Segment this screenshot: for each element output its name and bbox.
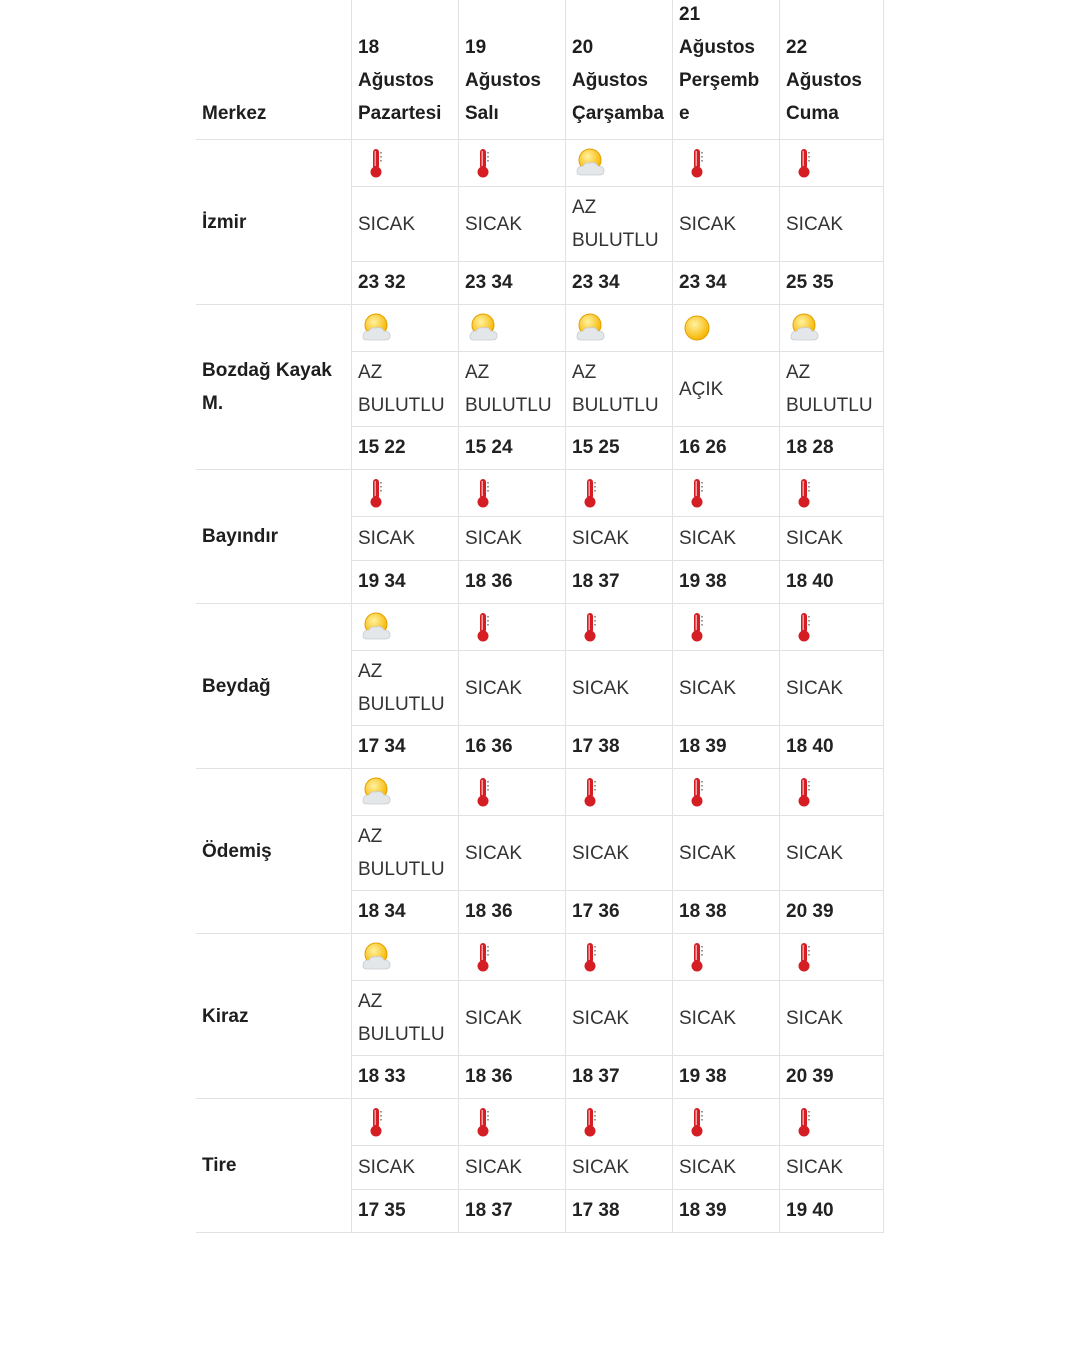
temperature-cell: 18 33 <box>352 1056 459 1099</box>
condition-row <box>352 352 884 427</box>
thermometer-icon <box>679 774 715 810</box>
icon-row <box>352 470 884 517</box>
icon-cell <box>780 140 884 187</box>
icon-cell <box>352 140 459 187</box>
temperature-cell: 15 24 <box>459 427 566 470</box>
thermometer-icon <box>465 1104 501 1140</box>
icon-row <box>352 305 884 352</box>
condition-cell: AZ BULUTLU <box>566 352 673 427</box>
partly-cloudy-icon <box>572 310 608 346</box>
temperature-cell: 23 34 <box>459 262 566 305</box>
day-num: 20 <box>572 37 594 58</box>
temperature-cell: 18 39 <box>673 726 780 769</box>
thermometer-icon <box>679 145 715 181</box>
city-row <box>196 305 884 470</box>
condition-cell: SICAK <box>459 187 566 262</box>
temperature-cell: 18 28 <box>780 427 884 470</box>
condition-cell: SICAK <box>673 187 780 262</box>
icon-row <box>352 604 884 651</box>
condition-cell: SICAK <box>673 981 780 1056</box>
day-month: Ağustos <box>679 37 755 58</box>
temperature-cell: 18 40 <box>780 561 884 604</box>
condition-cell: SICAK <box>459 1146 566 1190</box>
city-days <box>352 604 884 769</box>
thermometer-icon <box>465 475 501 511</box>
temperature-row <box>352 427 884 470</box>
temperature-cell: 18 37 <box>566 1056 673 1099</box>
icon-cell <box>673 305 780 352</box>
icon-row <box>352 934 884 981</box>
thermometer-icon <box>358 1104 394 1140</box>
icon-cell <box>673 604 780 651</box>
temperature-cell: 18 36 <box>459 1056 566 1099</box>
icon-row <box>352 140 884 187</box>
icon-cell <box>780 1099 884 1146</box>
condition-cell: SICAK <box>566 651 673 726</box>
temperature-cell: 15 22 <box>352 427 459 470</box>
temperature-cell: 18 38 <box>673 891 780 934</box>
condition-cell: SICAK <box>780 517 884 561</box>
thermometer-icon <box>679 475 715 511</box>
day-weekday: Salı <box>465 103 499 124</box>
condition-cell: SICAK <box>566 1146 673 1190</box>
city-row <box>196 604 884 769</box>
day-month: Ağustos <box>572 70 648 91</box>
temperature-cell: 18 40 <box>780 726 884 769</box>
condition-cell: SICAK <box>673 517 780 561</box>
icon-cell <box>459 140 566 187</box>
temperature-cell: 15 25 <box>566 427 673 470</box>
city-name: Bozdağ Kayak M. <box>196 305 352 470</box>
city-name: Ödemiş <box>196 769 352 934</box>
temperature-cell: 25 35 <box>780 262 884 305</box>
day-month: Ağustos <box>465 70 541 91</box>
icon-cell <box>459 1099 566 1146</box>
icon-cell <box>459 604 566 651</box>
condition-cell: SICAK <box>459 816 566 891</box>
temperature-row <box>352 891 884 934</box>
partly-cloudy-icon <box>786 310 822 346</box>
temperature-cell: 18 36 <box>459 891 566 934</box>
condition-cell: AZ BULUTLU <box>780 352 884 427</box>
icon-cell <box>673 470 780 517</box>
condition-row <box>352 1146 884 1190</box>
icon-cell <box>459 470 566 517</box>
temperature-cell: 19 38 <box>673 1056 780 1099</box>
icon-cell <box>566 1099 673 1146</box>
city-name: Bayındır <box>196 470 352 604</box>
thermometer-icon <box>786 939 822 975</box>
city-row <box>196 470 884 604</box>
condition-cell: SICAK <box>566 981 673 1056</box>
thermometer-icon <box>679 609 715 645</box>
condition-cell: SICAK <box>780 981 884 1056</box>
icon-cell <box>459 769 566 816</box>
thermometer-icon <box>465 774 501 810</box>
condition-row <box>352 981 884 1056</box>
condition-cell: SICAK <box>352 517 459 561</box>
city-name: Beydağ <box>196 604 352 769</box>
condition-row <box>352 816 884 891</box>
temperature-row <box>352 1190 884 1233</box>
day-month: Ağustos <box>358 70 434 91</box>
thermometer-icon <box>786 145 822 181</box>
thermometer-icon <box>465 609 501 645</box>
icon-row <box>352 1099 884 1146</box>
city-days <box>352 1099 884 1233</box>
temperature-row <box>352 1056 884 1099</box>
condition-cell: SICAK <box>673 1146 780 1190</box>
header-day <box>673 0 780 140</box>
temperature-cell: 17 38 <box>566 1190 673 1233</box>
temperature-cell: 20 39 <box>780 891 884 934</box>
condition-cell: AÇIK <box>673 352 780 427</box>
table-header <box>196 0 884 140</box>
city-list <box>196 140 884 1233</box>
icon-row <box>352 769 884 816</box>
condition-cell: SICAK <box>459 651 566 726</box>
condition-cell: SICAK <box>673 651 780 726</box>
city-days <box>352 934 884 1099</box>
thermometer-icon <box>786 774 822 810</box>
condition-cell: AZ BULUTLU <box>352 816 459 891</box>
header-label: Merkez <box>202 103 267 124</box>
day-weekday-wrap: e <box>679 103 690 124</box>
temperature-cell: 18 36 <box>459 561 566 604</box>
icon-cell <box>566 934 673 981</box>
condition-cell: AZ BULUTLU <box>459 352 566 427</box>
header-day <box>566 0 673 140</box>
icon-cell <box>566 140 673 187</box>
icon-cell <box>780 470 884 517</box>
condition-row <box>352 517 884 561</box>
condition-row <box>352 651 884 726</box>
day-weekday: Çarşamba <box>572 103 664 124</box>
temperature-cell: 23 32 <box>352 262 459 305</box>
thermometer-icon <box>465 939 501 975</box>
icon-cell <box>459 305 566 352</box>
thermometer-icon <box>358 145 394 181</box>
icon-cell <box>673 1099 780 1146</box>
partly-cloudy-icon <box>358 939 394 975</box>
icon-cell <box>673 769 780 816</box>
condition-cell: SICAK <box>459 517 566 561</box>
thermometer-icon <box>679 1104 715 1140</box>
city-name: Tire <box>196 1099 352 1233</box>
thermometer-icon <box>572 939 608 975</box>
temperature-cell: 18 37 <box>459 1190 566 1233</box>
icon-cell <box>352 470 459 517</box>
temperature-cell: 17 38 <box>566 726 673 769</box>
icon-cell <box>780 769 884 816</box>
temperature-cell: 17 34 <box>352 726 459 769</box>
condition-cell: SICAK <box>352 1146 459 1190</box>
thermometer-icon <box>786 475 822 511</box>
partly-cloudy-icon <box>465 310 501 346</box>
temperature-cell: 18 39 <box>673 1190 780 1233</box>
icon-cell <box>352 769 459 816</box>
city-days <box>352 305 884 470</box>
icon-cell <box>780 604 884 651</box>
temperature-cell: 19 40 <box>780 1190 884 1233</box>
icon-cell <box>459 934 566 981</box>
city-days <box>352 140 884 305</box>
icon-cell <box>673 140 780 187</box>
city-row <box>196 140 884 305</box>
icon-cell <box>352 305 459 352</box>
header-merkez <box>196 0 352 140</box>
city-name: İzmir <box>196 140 352 305</box>
temperature-cell: 19 34 <box>352 561 459 604</box>
header-day <box>459 0 566 140</box>
condition-cell: AZ BULUTLU <box>352 651 459 726</box>
icon-cell <box>566 470 673 517</box>
icon-cell <box>352 604 459 651</box>
condition-cell: SICAK <box>566 816 673 891</box>
thermometer-icon <box>786 609 822 645</box>
temperature-row <box>352 726 884 769</box>
icon-cell <box>566 769 673 816</box>
city-days <box>352 769 884 934</box>
thermometer-icon <box>358 475 394 511</box>
partly-cloudy-icon <box>572 145 608 181</box>
temperature-cell: 18 37 <box>566 561 673 604</box>
thermometer-icon <box>572 475 608 511</box>
temperature-cell: 20 39 <box>780 1056 884 1099</box>
temperature-cell: 17 35 <box>352 1190 459 1233</box>
condition-cell: SICAK <box>352 187 459 262</box>
thermometer-icon <box>786 1104 822 1140</box>
temperature-cell: 18 34 <box>352 891 459 934</box>
icon-cell <box>780 305 884 352</box>
day-num: 18 <box>358 37 380 58</box>
partly-cloudy-icon <box>358 774 394 810</box>
partly-cloudy-icon <box>358 609 394 645</box>
city-name: Kiraz <box>196 934 352 1099</box>
condition-cell: AZ BULUTLU <box>352 981 459 1056</box>
thermometer-icon <box>465 145 501 181</box>
icon-cell <box>352 1099 459 1146</box>
thermometer-icon <box>572 774 608 810</box>
icon-cell <box>780 934 884 981</box>
temperature-cell: 23 34 <box>673 262 780 305</box>
icon-cell <box>673 934 780 981</box>
icon-cell <box>352 934 459 981</box>
day-weekday: Pazartesi <box>358 103 442 124</box>
temperature-cell: 16 36 <box>459 726 566 769</box>
header-day <box>352 0 459 140</box>
city-days <box>352 470 884 604</box>
temperature-row <box>352 262 884 305</box>
thermometer-icon <box>572 1104 608 1140</box>
temperature-cell: 19 38 <box>673 561 780 604</box>
condition-cell: SICAK <box>780 1146 884 1190</box>
icon-cell <box>566 305 673 352</box>
condition-cell: SICAK <box>566 517 673 561</box>
condition-cell: SICAK <box>780 187 884 262</box>
temperature-cell: 17 36 <box>566 891 673 934</box>
temperature-cell: 23 34 <box>566 262 673 305</box>
day-month: Ağustos <box>786 70 862 91</box>
day-num: 19 <box>465 37 487 58</box>
condition-cell: SICAK <box>780 816 884 891</box>
city-row <box>196 769 884 934</box>
thermometer-icon <box>679 939 715 975</box>
partly-cloudy-icon <box>358 310 394 346</box>
thermometer-icon <box>572 609 608 645</box>
condition-row <box>352 187 884 262</box>
city-row <box>196 934 884 1099</box>
condition-cell: SICAK <box>673 816 780 891</box>
forecast-table <box>196 0 884 1233</box>
temperature-row <box>352 561 884 604</box>
header-day <box>780 0 884 140</box>
day-weekday: Cuma <box>786 103 839 124</box>
temperature-cell: 16 26 <box>673 427 780 470</box>
condition-cell: SICAK <box>780 651 884 726</box>
sun-icon <box>679 310 715 346</box>
day-num: 22 <box>786 37 808 58</box>
day-num: 21 <box>679 4 701 25</box>
condition-cell: AZ BULUTLU <box>566 187 673 262</box>
day-weekday: Perşemb <box>679 70 760 91</box>
condition-cell: AZ BULUTLU <box>352 352 459 427</box>
icon-cell <box>566 604 673 651</box>
city-row <box>196 1099 884 1233</box>
condition-cell: SICAK <box>459 981 566 1056</box>
